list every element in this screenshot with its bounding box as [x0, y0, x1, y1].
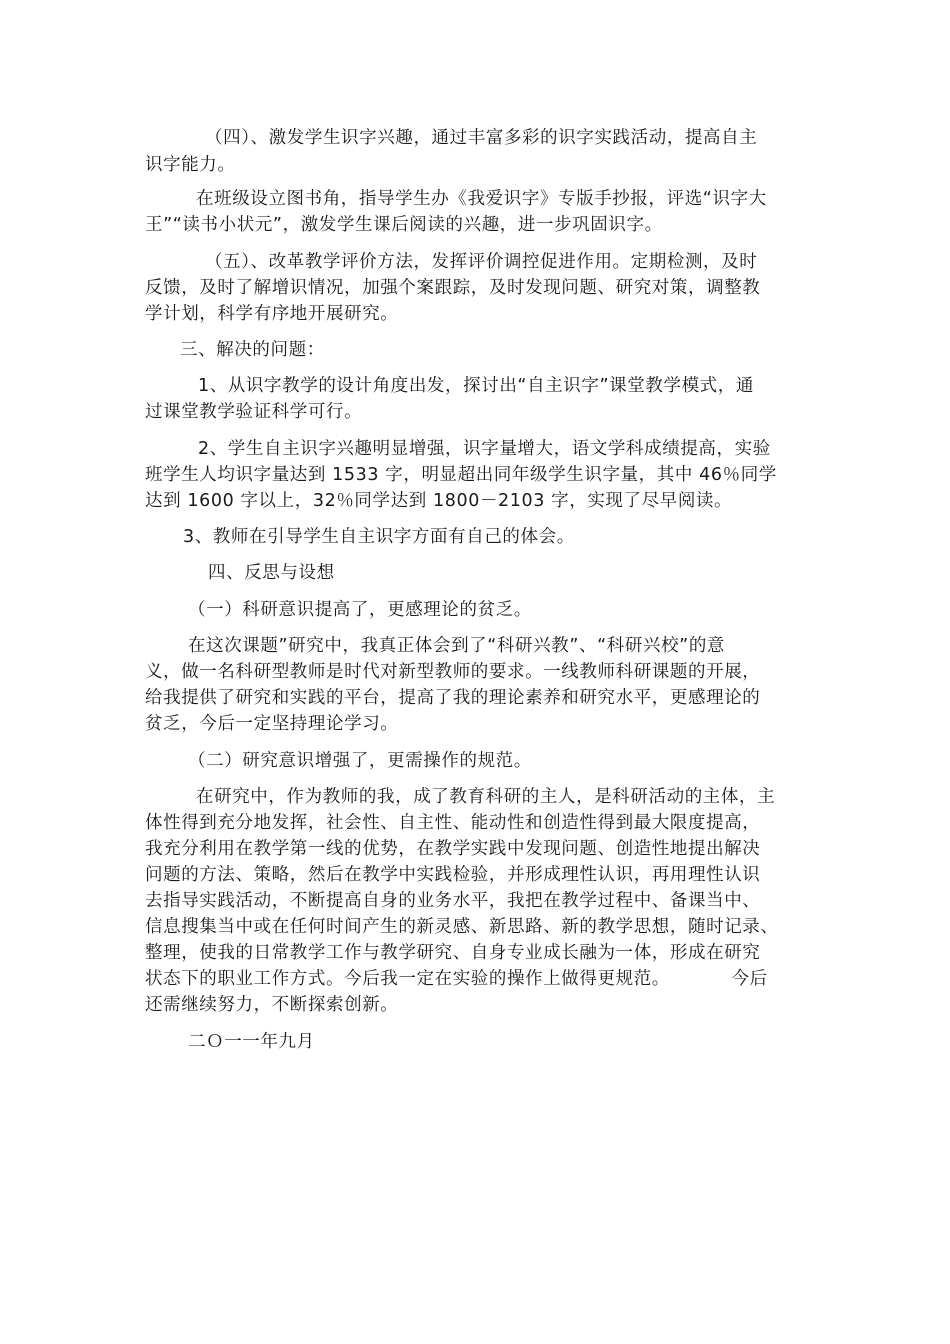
- text-line: 去指导实践活动，不断提高自身的业务水平，我把在教学过程中、备课当中、: [145, 891, 761, 911]
- text-line: （一）科研意识提高了，更感理论的贫乏。: [188, 600, 532, 620]
- text-line: 在这次课题”研究中，我真正体会到了“科研兴教”、“科研兴校”的意: [188, 636, 726, 656]
- text-line: 我充分利用在教学第一线的优势，在教学实践中发现问题、创造性地提出解决: [145, 839, 761, 859]
- text-line: 在班级设立图书角，指导学生办《我爱识字》专版手抄报，评选“识字大: [196, 189, 767, 209]
- text-line: 2、学生自主识字兴趣明显增强，识字量增大，语文学科成绩提高，实验: [198, 439, 771, 459]
- text-line: 达到 1600 字以上，32％同学达到 1800－2103 字，实现了尽早阅读。: [145, 491, 733, 511]
- text-line: 过课堂教学验证科学可行。: [145, 402, 363, 422]
- document-date: 二Ｏ一一年九月: [188, 1032, 315, 1052]
- text-line: 状态下的职业工作方式。今后我一定在实验的操作上做得更规范。 今后: [145, 969, 768, 989]
- text-line: 3、教师在引导学生自主识字方面有自己的体会。: [183, 527, 575, 547]
- text-line: （四）、激发学生识字兴趣，通过丰富多彩的识字实践活动，提高自主: [205, 128, 758, 148]
- text-line: 班学生人均识字量达到 1533 字，明显超出同年级学生识字量，其中 46％同学: [145, 465, 777, 485]
- text-line: 王”“读书小状元”，激发学生课后阅读的兴趣，进一步巩固识字。: [145, 215, 663, 235]
- text-line: 还需继续努力，不断探索创新。: [145, 995, 399, 1015]
- text-line: 学计划，科学有序地开展研究。: [145, 304, 399, 324]
- text-line: 在研究中，作为教师的我，成了教育科研的主人，是科研活动的主体，主: [196, 787, 776, 807]
- text-line: 反馈，及时了解增识情况，加强个案跟踪，及时发现问题、研究对策，调整教: [145, 278, 761, 298]
- text-line: 问题的方法、策略，然后在教学中实践检验，并形成理性认识，再用理性认识: [145, 865, 761, 885]
- text-line: （二）研究意识增强了，更需操作的规范。: [188, 751, 532, 771]
- text-line: 给我提供了研究和实践的平台，提高了我的理论素养和研究水平，更感理论的: [145, 688, 761, 708]
- text-line: 体性得到充分地发挥，社会性、自主性、能动性和创造性得到最大限度提高，: [145, 813, 761, 833]
- text-line: （五）、改革教学评价方法，发挥评价调控促进作用。定期检测，及时: [205, 252, 758, 272]
- section-heading: 三、解决的问题：: [180, 340, 325, 360]
- text-line: 义，做一名科研型教师是时代对新型教师的要求。一线教师科研课题的开展，: [145, 662, 761, 682]
- text-line: 贫乏，今后一定坚持理论学习。: [145, 714, 399, 734]
- text-line: 整理，使我的日常教学工作与教学研究、自身专业成长融为一体，形成在研究: [145, 943, 761, 963]
- text-line: 1、从识字教学的设计角度出发，探讨出“自主识字”课堂教学模式，通: [198, 376, 754, 396]
- text-line: 信息搜集当中或在任何时间产生的新灵感、新思路、新的教学思想，随时记录、: [145, 917, 779, 937]
- section-heading: 四、反思与设想: [208, 563, 335, 583]
- text-line: 识字能力。: [145, 155, 236, 175]
